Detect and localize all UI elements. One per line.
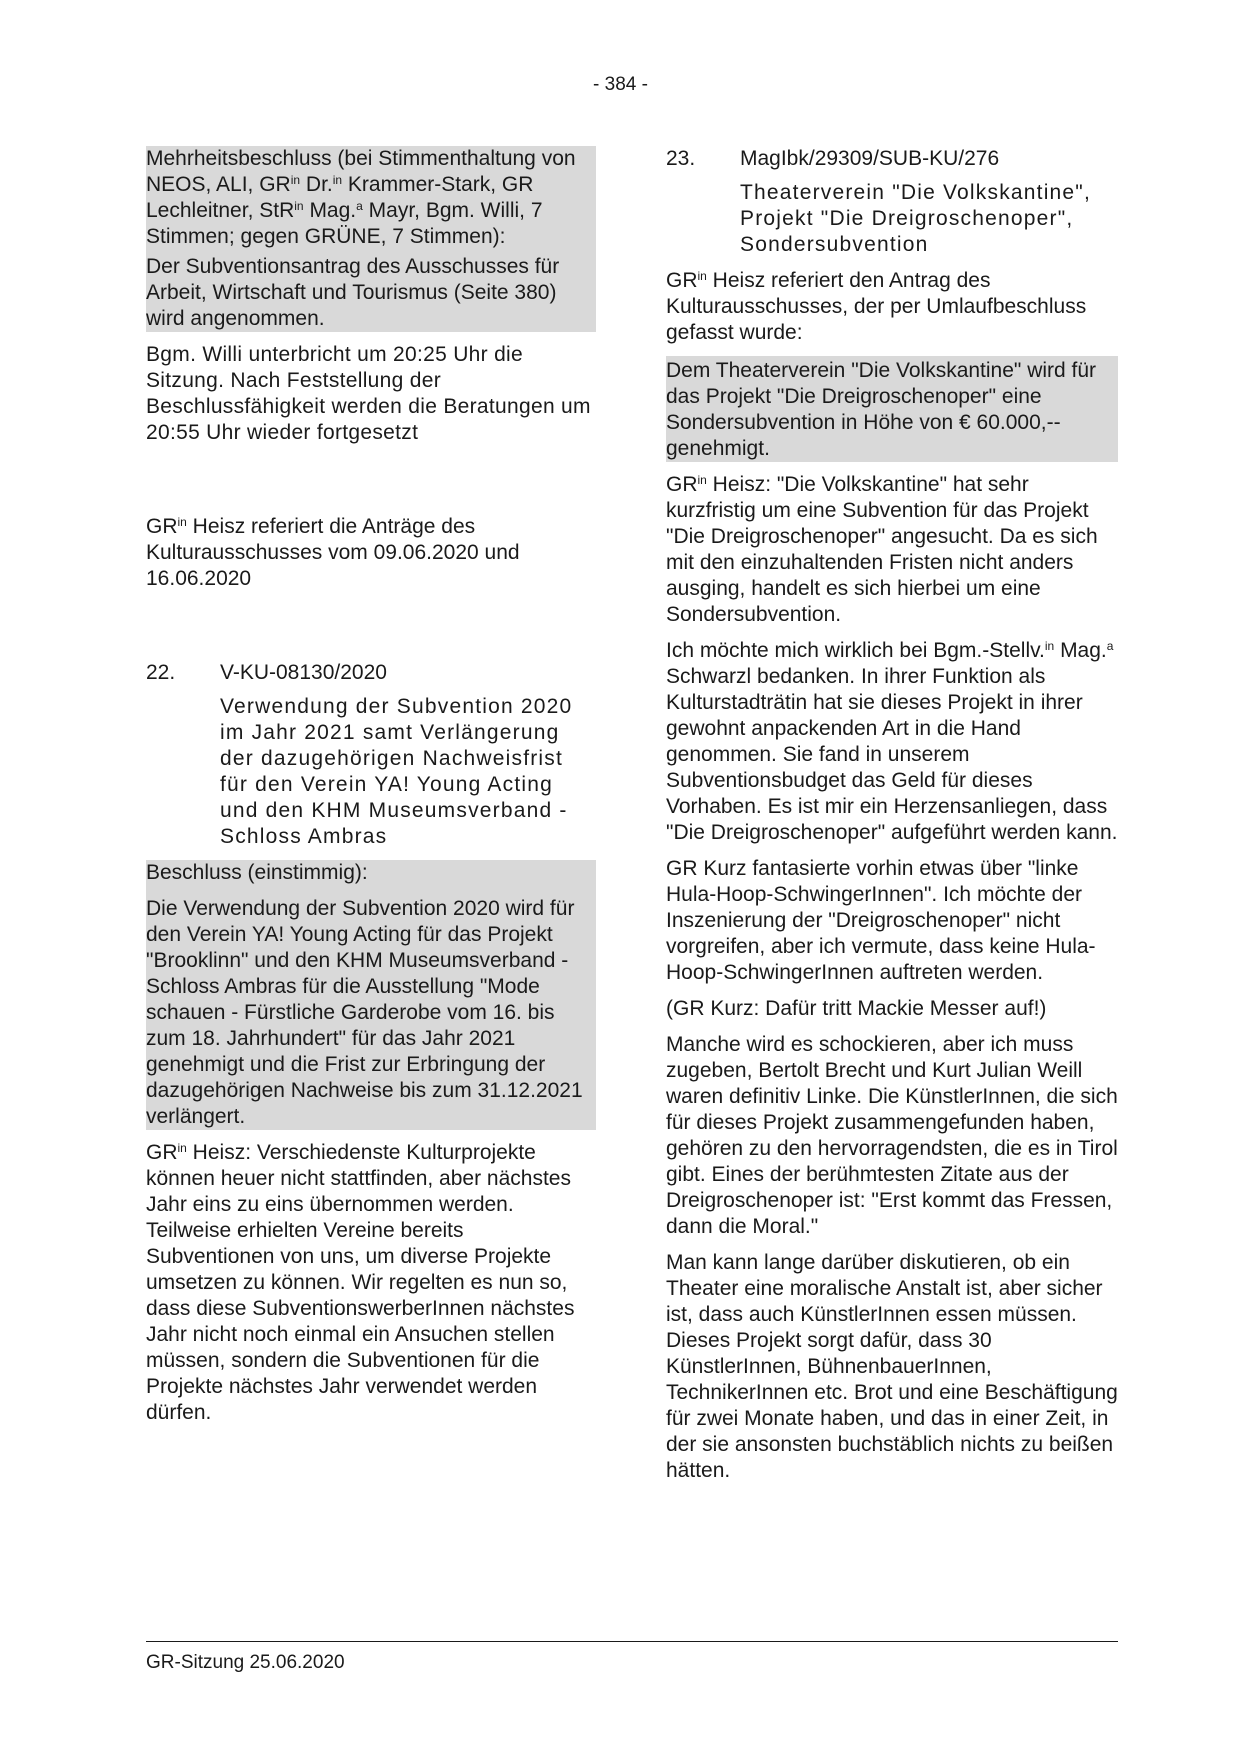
decision-3: Dem Theaterverein "Die Volkskantine" wird für das Projekt "Die Dreigroschenoper" eine Sondersubvention in Höhe von € 60.000,-- genehmigt. bbox=[666, 356, 1118, 462]
item-23-title: Theaterverein "Die Volkskantine", Projekt "Die Dreigroschenoper", Sondersubvention bbox=[740, 181, 1092, 256]
intro-paragraph: $GR^{in}$ Heisz referiert die Anträge des Kulturausschusses vom 09.06.2020 und 16.06.2020 bbox=[146, 515, 520, 590]
item-22-code: V-KU-08130/2020 bbox=[220, 661, 387, 684]
item-22-heading bbox=[146, 660, 596, 686]
page-number: - 384 - bbox=[593, 74, 648, 95]
item-23-number: 23. bbox=[666, 147, 696, 170]
speech-heisz-2: $GR^{in}$ Heisz: "Die Volkskantine" hat sehr kurzfristig um eine Subvention für das Projekt "Die Dreigroschenoper" angesucht. Da es sich mit den einzuhaltenden Fristen nicht anders ausging, handelt es sich hierbei um eine Sondersubvention. bbox=[666, 473, 1098, 626]
speech-hula-hoop: GR Kurz fantasierte vorhin etwas über "linke Hula-Hoop-SchwingerInnen". Ich möchte der Inszenierung der "Dreigroschenoper" nicht vorgreifen, aber ich vermute, dass keine Hula-Hoop-SchwingerInnen auftreten werden. bbox=[666, 857, 1096, 984]
decision-2-text: Die Verwendung der Subvention 2020 wird für den Verein YA! Young Acting für das Projekt "Brooklinn" und den KHM Museumsverband - Schloss Ambras für die Ausstellung "Mode schauen - Fürstliche Garderobe vom 16. bis zum 18. Jahrhundert" für das Jahr 2021 genehmigt und die Frist zur Erbringung der dazugehörigen Nachweise bis zum 31.12.2021 verlängert. bbox=[146, 888, 596, 1130]
item-23-heading bbox=[666, 146, 1118, 172]
item-22-number: 22. bbox=[146, 661, 176, 684]
break-note: Bgm. Willi unterbricht um 20:25 Uhr die Sitzung. Nach Feststellung der Beschlussfähigkeit werden die Beratungen um 20:55 Uhr wieder fortgesetzt bbox=[146, 343, 591, 444]
vote-statement-1: Mehrheitsbeschluss (bei Stimmenthaltung von NEOS, ALI, $GR^{in}$ Dr.$^{in}$ Krammer-Stark, GR Lechleitner, StR$^{in}$ Mag.$^a$ Mayr, Bgm. Willi, 7 Stimmen; gegen GRÜNE, 7 Stimmen): bbox=[146, 146, 596, 252]
footer-session: GR-Sitzung 25.06.2020 bbox=[146, 1652, 345, 1673]
speech-heisz-1: $GR^{in}$ Heisz: Verschiedenste Kulturprojekte können heuer nicht stattfinden, aber nächstes Jahr eins zu eins übernommen werden. Teilweise erhielten Vereine bereits Subventionen von uns, um diverse Projekte umsetzen zu können. Wir regelten es nun so, dass diese SubventionswerberInnen nächstes Jahr nicht noch einmal ein Ansuchen stellen müssen, sondern die Subventionen für die Projekte nächstes Jahr verwendet werden dürfen. bbox=[146, 1141, 575, 1424]
item-23-code: MagIbk/29309/SUB-KU/276 bbox=[740, 147, 1000, 170]
decision-1: Der Subventionsantrag des Ausschusses für Arbeit, Wirtschaft und Tourismus (Seite 380) wird angenommen. bbox=[146, 252, 596, 332]
speech-artists: Man kann lange darüber diskutieren, ob ein Theater eine moralische Anstalt ist, aber sicher ist, dass auch KünstlerInnen essen müssen. Dieses Projekt sorgt dafür, dass 30 KünstlerInnen, BühnenbauerInnen, TechnikerInnen etc. Brot und eine Beschäftigung für zwei Monate haben, und das in einer Zeit, in der sie ansonsten buchstäblich nichts zu beißen hätten. bbox=[666, 1251, 1118, 1482]
right-column bbox=[666, 146, 1118, 1494]
referral-paragraph: $GR^{in}$ Heisz referiert den Antrag des Kulturausschusses, der per Umlaufbeschluss gefasst wurde: bbox=[666, 269, 1087, 344]
decision-2-heading: Beschluss (einstimmig): bbox=[146, 860, 596, 888]
item-22-title: Verwendung der Subvention 2020 im Jahr 2021 samt Verlängerung der dazugehörigen Nachweisfrist für den Verein YA! Young Acting und den KHM Museumsverband - Schloss Ambras bbox=[220, 695, 573, 848]
interjection: (GR Kurz: Dafür tritt Mackie Messer auf!) bbox=[666, 997, 1047, 1020]
speech-brecht: Manche wird es schockieren, aber ich muss zugeben, Bertolt Brecht und Kurt Julian Weill waren definitiv Linke. Die KünstlerInnen, die sich für dieses Projekt zusammengefunden haben, gehören zu den hervorragendsten, die es in Tirol gibt. Eines der berühmtesten Zitate aus der Dreigroschenoper ist: "Erst kommt das Fressen, dann die Moral." bbox=[666, 1033, 1118, 1238]
speech-thanks: Ich möchte mich wirklich bei Bgm.-Stellv.$^{in}$ Mag.$^a$ Schwarzl bedanken. In ihrer Funktion als Kulturstadträtin hat sie dieses Projekt in ihrer gewohnt anpackenden Art in die Hand genommen. Sie fand in unserem Subventionsbudget das Geld für dieses Vorhaben. Es ist mir ein Herzensanliegen, dass "Die Dreigroschenoper" aufgeführt werden kann. bbox=[666, 639, 1118, 844]
left-column bbox=[146, 146, 596, 1436]
footer-divider bbox=[146, 1641, 1118, 1642]
